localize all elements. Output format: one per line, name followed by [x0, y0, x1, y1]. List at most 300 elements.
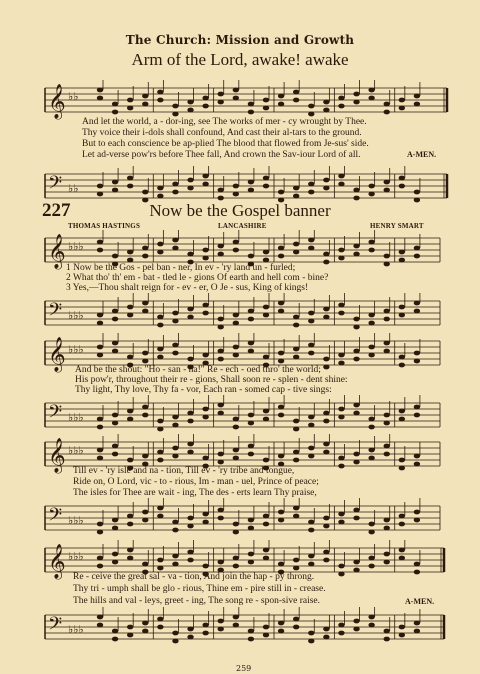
note-head [353, 317, 359, 322]
system1-bass-staff [0, 293, 480, 333]
note-head [323, 524, 329, 529]
note-head [414, 413, 420, 418]
note-head [353, 357, 359, 362]
note-head [353, 325, 359, 330]
note-head [142, 562, 148, 567]
note-head [323, 516, 329, 521]
note-head [278, 246, 284, 251]
note-head [202, 96, 208, 101]
note-head [172, 343, 178, 348]
note-head [187, 100, 193, 105]
note-head [218, 92, 224, 97]
note-head [202, 174, 208, 179]
notes-group [97, 395, 420, 431]
note-head [157, 458, 163, 463]
note-head [323, 178, 329, 183]
note-head [187, 411, 193, 416]
svg-text:♭♭♭: ♭♭♭ [68, 623, 84, 636]
note-head [323, 450, 329, 455]
note-head [172, 415, 178, 420]
note-head [112, 180, 118, 185]
note-head [414, 102, 420, 107]
note-head [399, 548, 405, 553]
note-head [338, 361, 344, 366]
note-head [338, 512, 344, 517]
note-head [384, 629, 390, 634]
note-head [127, 458, 133, 463]
note-head [248, 254, 254, 259]
note-head [384, 102, 390, 107]
note-head [202, 456, 208, 461]
note-head [338, 353, 344, 358]
note-head [97, 425, 103, 430]
note-head [97, 564, 103, 569]
note-head [248, 188, 254, 193]
note-head [97, 556, 103, 561]
note-head [127, 514, 133, 519]
note-head [293, 514, 299, 519]
note-head [233, 88, 239, 93]
note-head [308, 415, 314, 420]
note-head [233, 353, 239, 358]
note-head [97, 321, 103, 326]
note-head [202, 311, 208, 316]
note-head [293, 506, 299, 511]
note-head [338, 182, 344, 187]
note-head [414, 629, 420, 634]
notes-group [97, 166, 420, 202]
system3-bass-staff [0, 498, 480, 538]
note-head [142, 102, 148, 107]
note-head [97, 530, 103, 535]
note-head [308, 190, 314, 195]
note-head [368, 192, 374, 197]
note-head [293, 347, 299, 352]
note-head [172, 528, 178, 533]
note-head [202, 623, 208, 628]
note-head [172, 246, 178, 251]
note-head [142, 246, 148, 251]
note-head [384, 637, 390, 642]
note-head [233, 96, 239, 101]
note-head [353, 452, 359, 457]
note-head [187, 307, 193, 312]
note-head [384, 452, 390, 457]
note-head [97, 88, 103, 93]
svg-text:♭♭♭: ♭♭♭ [68, 343, 84, 356]
note-head [112, 444, 118, 449]
system1-verse-1: 1 Now be the Gos - pel ban - ner, In ev - 'ry land un - furled; [66, 263, 296, 273]
note-head [142, 301, 148, 306]
note-head [368, 345, 374, 350]
system4-bass-staff [0, 607, 480, 647]
note-head [308, 454, 314, 459]
note-head [399, 176, 405, 181]
note-head [353, 516, 359, 521]
notes-group [97, 293, 420, 329]
note-head [248, 180, 254, 185]
note-head [308, 631, 314, 636]
note-head [157, 419, 163, 424]
note-head [293, 194, 299, 199]
note-head [97, 96, 103, 101]
note-head [187, 315, 193, 320]
note-head [172, 182, 178, 187]
svg-text:♭♭♭: ♭♭♭ [68, 550, 84, 563]
note-head [263, 305, 269, 310]
system4-verse-3: The hills and val - leys, greet - ing, The song re - spon-sive raise. [73, 596, 321, 606]
note-head [293, 419, 299, 424]
note-head [202, 520, 208, 525]
note-head [233, 623, 239, 628]
note-head [248, 309, 254, 314]
note-head [97, 448, 103, 453]
note-head [248, 413, 254, 418]
note-head [142, 190, 148, 195]
note-head [202, 512, 208, 517]
system4-verse-1: Re - ceive the great sal - va - tion, And join the hap - py throng. [73, 572, 315, 582]
note-head [278, 413, 284, 418]
note-head [218, 349, 224, 354]
note-head [157, 506, 163, 511]
note-head [263, 556, 269, 561]
top-verse-2: Thy voice their i-dols shall confound, And cast their al-tars to the ground. [82, 128, 362, 138]
note-head [187, 558, 193, 563]
note-head [233, 522, 239, 527]
note-head [399, 250, 405, 255]
note-head [323, 627, 329, 632]
note-head [112, 421, 118, 426]
note-head [414, 510, 420, 515]
note-head [248, 629, 254, 634]
note-head [399, 625, 405, 630]
note-head [323, 108, 329, 113]
note-head [202, 256, 208, 261]
note-head [172, 631, 178, 636]
note-head [218, 188, 224, 193]
note-head [263, 548, 269, 553]
note-head [142, 510, 148, 515]
page-number: 259 [236, 664, 252, 673]
note-head [368, 184, 374, 189]
note-head [293, 98, 299, 103]
note-head [353, 100, 359, 105]
top-verse-1: And let the world, a - dor-ing, see The works of mer - cy wrought by Thee. [82, 117, 367, 127]
note-head [142, 413, 148, 418]
note-head [127, 250, 133, 255]
note-head [278, 562, 284, 567]
note-head [112, 629, 118, 634]
svg-text:𝄢: 𝄢 [48, 402, 63, 427]
note-head [414, 562, 420, 567]
note-head [187, 186, 193, 191]
note-head [353, 403, 359, 408]
note-head [202, 182, 208, 187]
note-head [338, 104, 344, 109]
note-head [172, 319, 178, 324]
note-head [112, 188, 118, 193]
note-head [112, 413, 118, 418]
note-head [112, 349, 118, 354]
note-head [248, 341, 254, 346]
note-head [263, 625, 269, 630]
note-head [157, 355, 163, 360]
note-head [368, 522, 374, 527]
note-head [368, 353, 374, 358]
note-head [399, 106, 405, 111]
note-head [384, 317, 390, 322]
note-head [384, 309, 390, 314]
note-head [233, 615, 239, 620]
svg-text:𝄞: 𝄞 [48, 84, 66, 119]
svg-text:𝄢: 𝄢 [48, 173, 63, 198]
note-head [202, 353, 208, 358]
note-head [187, 108, 193, 113]
note-head [97, 240, 103, 245]
system4-verse-2: Thy tri - umph shall be glo - rious, Thine em - pire still in - crease. [73, 584, 326, 594]
note-head [263, 409, 269, 414]
note-head [323, 558, 329, 563]
note-head [308, 639, 314, 644]
note-head [399, 98, 405, 103]
hymn-title: Now be the Gospel banner [149, 201, 331, 220]
note-head [127, 522, 133, 527]
note-head [353, 244, 359, 249]
note-head [384, 444, 390, 449]
note-head [263, 633, 269, 638]
note-head [293, 625, 299, 630]
note-head [353, 411, 359, 416]
hymn-227-amen: A-MEN. [405, 597, 435, 606]
note-head [97, 353, 103, 358]
note-head [112, 637, 118, 642]
note-head [384, 188, 390, 193]
note-head [127, 305, 133, 310]
note-head [157, 242, 163, 247]
system3-verse-2: Ride on, O Lord, vic - to - rious, Im - man - uel, Prince of peace; [73, 477, 319, 487]
note-head [278, 454, 284, 459]
note-head [399, 522, 405, 527]
note-head [263, 514, 269, 519]
note-head [187, 442, 193, 447]
note-head [157, 98, 163, 103]
note-head [127, 409, 133, 414]
note-head [248, 421, 254, 426]
note-head [112, 560, 118, 565]
note-head [293, 566, 299, 571]
note-head [112, 452, 118, 457]
note-head [172, 446, 178, 451]
note-head [233, 417, 239, 422]
note-head [338, 631, 344, 636]
note-head [127, 176, 133, 181]
note-head [353, 460, 359, 465]
author-credit: THOMAS HASTINGS [68, 222, 141, 230]
note-head [233, 345, 239, 350]
note-head [384, 552, 390, 557]
note-head [414, 301, 420, 306]
note-head [323, 260, 329, 265]
note-head [112, 341, 118, 346]
note-head [142, 454, 148, 459]
note-head [263, 250, 269, 255]
note-head [293, 242, 299, 247]
svg-text:♭♭♭: ♭♭♭ [68, 240, 84, 253]
note-head [384, 349, 390, 354]
note-head [157, 566, 163, 571]
note-head [338, 415, 344, 420]
note-head [218, 627, 224, 632]
note-head [172, 311, 178, 316]
note-head [218, 460, 224, 465]
note-head [278, 254, 284, 259]
note-head [248, 317, 254, 322]
note-head [157, 186, 163, 191]
note-head [187, 550, 193, 555]
note-head [187, 252, 193, 257]
note-head [142, 359, 148, 364]
note-head [248, 526, 254, 531]
note-head [384, 413, 390, 418]
note-head [142, 351, 148, 356]
note-head [384, 560, 390, 565]
note-head [323, 252, 329, 257]
note-head [399, 258, 405, 263]
svg-text:♭♭♭: ♭♭♭ [68, 309, 84, 322]
note-head [414, 94, 420, 99]
note-head [142, 518, 148, 523]
note-head [323, 365, 329, 370]
note-head [368, 530, 374, 535]
note-head [414, 254, 420, 259]
note-head [399, 363, 405, 368]
note-head [127, 98, 133, 103]
note-head [399, 417, 405, 422]
note-head [384, 262, 390, 267]
note-head [187, 635, 193, 640]
note-head [293, 558, 299, 563]
note-head [353, 508, 359, 513]
note-head [248, 518, 254, 523]
note-head [368, 417, 374, 422]
note-head [233, 248, 239, 253]
note-head [157, 323, 163, 328]
note-head [248, 560, 254, 565]
note-head [399, 458, 405, 463]
note-head [127, 548, 133, 553]
note-head [263, 98, 269, 103]
svg-text:𝄢: 𝄢 [48, 505, 63, 530]
note-head [308, 343, 314, 348]
note-head [202, 104, 208, 109]
note-head [414, 621, 420, 626]
note-head [368, 615, 374, 620]
note-head [308, 319, 314, 324]
note-head [323, 186, 329, 191]
note-head [142, 629, 148, 634]
system2-bass-staff [0, 395, 480, 435]
note-head [353, 568, 359, 573]
note-head [414, 454, 420, 459]
note-head [399, 556, 405, 561]
note-head [338, 407, 344, 412]
note-head [308, 562, 314, 567]
note-head [97, 522, 103, 527]
composer-credit: HENRY SMART [370, 222, 424, 230]
note-head [338, 572, 344, 577]
note-head [368, 96, 374, 101]
svg-text:♭♭: ♭♭ [68, 182, 79, 195]
system2-verse-2: His pow'r, throughout their re - gions, Shall soon re - splen - dent shine: [75, 375, 348, 385]
note-head [142, 94, 148, 99]
note-head [399, 305, 405, 310]
note-head [127, 184, 133, 189]
note-head [399, 633, 405, 638]
note-head [202, 407, 208, 412]
note-head [323, 635, 329, 640]
note-head [127, 625, 133, 630]
note-head [97, 248, 103, 253]
note-head [187, 357, 193, 362]
note-head [157, 194, 163, 199]
note-head [308, 423, 314, 428]
note-head [368, 623, 374, 628]
note-head [233, 556, 239, 561]
note-head [218, 619, 224, 624]
note-head [172, 238, 178, 243]
note-head [278, 94, 284, 99]
note-head [218, 252, 224, 257]
note-head [338, 248, 344, 253]
svg-text:𝄢: 𝄢 [48, 300, 63, 325]
svg-text:♭♭♭: ♭♭♭ [68, 411, 84, 424]
note-head [112, 102, 118, 107]
notes-group [97, 607, 420, 643]
note-head [218, 452, 224, 457]
note-head [233, 456, 239, 461]
note-head [172, 562, 178, 567]
system1-verse-2: 2 What tho' th' em - bat - tled le - gions Of earth and hell com - bine? [66, 273, 329, 283]
note-head [338, 303, 344, 308]
note-head [278, 510, 284, 515]
note-head [399, 514, 405, 519]
note-head [218, 403, 224, 408]
note-head [414, 570, 420, 575]
note-head [263, 417, 269, 422]
note-head [278, 518, 284, 523]
note-head [97, 456, 103, 461]
note-head [97, 417, 103, 422]
note-head [293, 617, 299, 622]
svg-text:𝄢: 𝄢 [48, 614, 63, 639]
note-head [308, 528, 314, 533]
note-head [323, 419, 329, 424]
note-head [187, 178, 193, 183]
system1-verse-3: 3 Yes,—Thou shalt reign for - ev - er, O Je - sus, King of kings! [66, 283, 309, 293]
note-head [293, 250, 299, 255]
note-head [278, 359, 284, 364]
note-head [384, 518, 390, 523]
note-head [187, 627, 193, 632]
note-head [308, 520, 314, 525]
svg-text:𝄞: 𝄞 [48, 544, 66, 579]
hymn-number: 227 [42, 200, 71, 221]
note-head [157, 347, 163, 352]
note-head [157, 558, 163, 563]
note-head [172, 454, 178, 459]
note-head [353, 627, 359, 632]
system3-verse-1: Till ev - 'ry isle and na - tion, Till ev - 'ry tribe and tongue, [73, 466, 295, 476]
